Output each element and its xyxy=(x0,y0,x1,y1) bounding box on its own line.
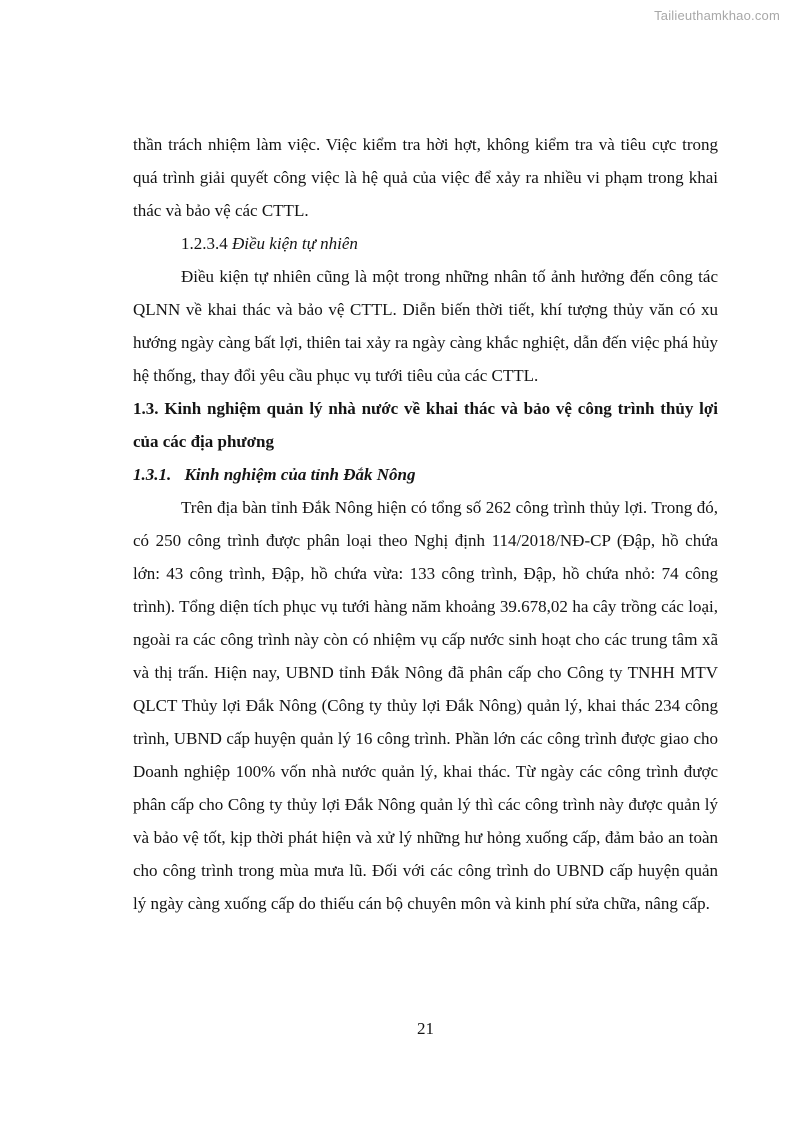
paragraph-continuation: thần trách nhiệm làm việc. Việc kiểm tra hời hợt, không kiểm tra và tiêu cực trong quá trình giải quyết công việc là hệ quả của việc để xảy ra nhiều vi phạm trong khai thác và bảo vệ các CTTL. xyxy=(133,135,718,220)
site-watermark: Tailieuthamkhao.com xyxy=(654,8,780,23)
heading-number: 1.3.1. xyxy=(133,465,172,484)
heading-title: Điều kiện tự nhiên xyxy=(232,234,358,253)
paragraph-natural-conditions: Điều kiện tự nhiên cũng là một trong những nhân tố ảnh hưởng đến công tác QLNN về khai thác và bảo vệ CTTL. Diễn biến thời tiết, khí tượng thủy văn có xu hướng ngày càng bất lợi, thiên tai xảy ra ngày càng khắc nghiệt, dẫn đến việc phá hủy hệ thống, thay đổi yêu cầu phục vụ tưới tiêu của các CTTL. xyxy=(133,267,718,385)
heading-section-1-3: 1.3. Kinh nghiệm quản lý nhà nước về khai thác và bảo vệ công trình thủy lợi của các địa phương xyxy=(133,399,718,451)
page-number: 21 xyxy=(417,1019,434,1038)
heading-natural-conditions xyxy=(133,227,718,260)
page-content xyxy=(133,128,718,920)
heading-number: 1.2.3.4 xyxy=(181,234,228,253)
paragraph-daknong-experience: Trên địa bàn tỉnh Đắk Nông hiện có tổng số 262 công trình thủy lợi. Trong đó, có 250 công trình được phân loại theo Nghị định 114/2018/NĐ-CP (Đập, hồ chứa lớn: 43 công trình, Đập, hồ chứa vừa: 133 công trình, Đập, hồ chứa nhỏ: 74 công trình). Tổng diện tích phục vụ tưới hàng năm khoảng 39.678,02 ha cây trồng các loại, ngoài ra các công trình này còn có nhiệm vụ cấp nước sinh hoạt cho các trung tâm xã và thị trấn. Hiện nay, UBND tỉnh Đắk Nông đã phân cấp cho Công ty TNHH MTV QLCT Thủy lợi Đắk Nông (Công ty thủy lợi Đắk Nông) quản lý, khai thác 234 công trình, UBND cấp huyện quản lý 16 công trình. Phần lớn các công trình được giao cho Doanh nghiệp 100% vốn nhà nước quản lý, khai thác. Từ ngày các công trình được phân cấp cho Công ty thủy lợi Đắk Nông quản lý thì các công trình này được quản lý và bảo vệ tốt, kịp thời phát hiện và xử lý những hư hỏng xuống cấp, đảm bảo an toàn cho công trình trong mùa mưa lũ. Đối với các công trình do UBND cấp huyện quản lý ngày càng xuống cấp do thiếu cán bộ chuyên môn và kinh phí sửa chữa, nâng cấp. xyxy=(133,498,718,913)
heading-section-1-3-1 xyxy=(133,458,718,491)
heading-title: Kinh nghiệm của tỉnh Đắk Nông xyxy=(184,465,416,484)
